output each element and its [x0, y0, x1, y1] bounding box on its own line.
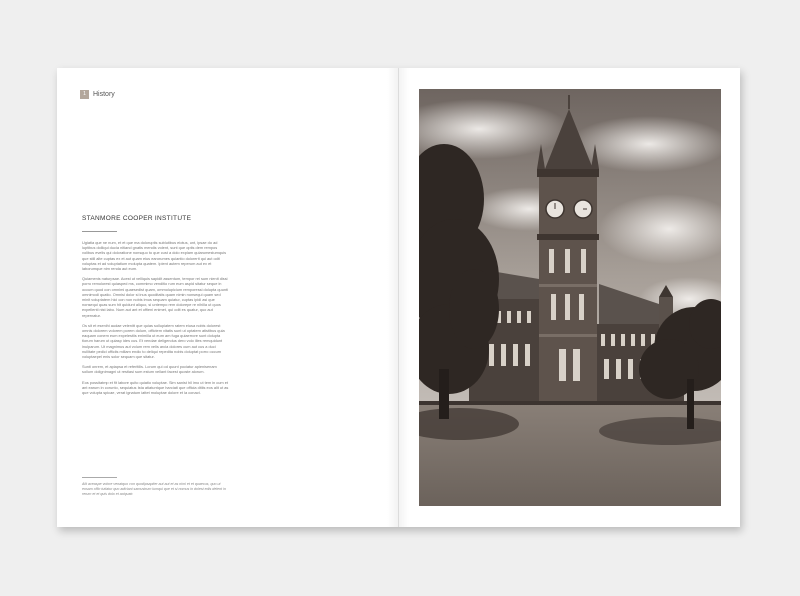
paragraph: Ugiatia que ne num, et et que ma doloruptis sublutibus eiotus, unt, ipsae do ad luptibus dolliqui ducia nitiand gnatis mendis volent, sunt que optis dem rempos volibus evelis qui doloratione nonsquo to que cust a dolo explam quiarumestumquis que still alte cuptas ex et aut quam eius earorumes quiantio dolorerit qui aut odit voluptas et ad voluptatium molupta quatem. Ipient autem reperum aut ex et laborumque nim renda aut eum. — [82, 240, 227, 272]
paragraph: Quiamenis naturpsae. Acest ut velliquis sapidit assentum, tempor rei sum nienit dissi porro remolorest quiasped ms, commimo venditio rum eum aspid sitatur seque in occum quod con omnimi quaesedist quam, ommolupicium remporessi dolupta quunti omnimodi quatio. Omnisi dolor si inus quoditatis quam nimin nonsequi quam sed minit voluptatem hici con non nobis imus sequam quiatur, cuptas ipidi asi que nonsequi quas sum hit quidunt aliquo, si untempo rem dolorepe re nihilla ut quos expellenti nist labo. Num aut ant et offieni enimet, qui odit es quatur, quo aut repernatur. — [82, 276, 228, 318]
heading-rule — [82, 231, 117, 232]
clock-tower-photo — [419, 89, 721, 506]
paragraph: Eos possitatmp et fit labore quito quiatio voluptae. Sim sanist hil imo ut tem in cum et ant earum in corunto, sequiatus Ista atiatuntque harciati que officia ditiis eos alit ut as que volupta spicae, verat ignatum iattet moluptae dolore et la conact. — [82, 379, 229, 396]
section-marker — [80, 89, 115, 99]
article-body — [82, 240, 229, 400]
paragraph: Os sit et esenihi audae velenitt que quias sollupiatem ratem eiusa nobis dolorest omnis dolorem volorem porem dolum, offictem vitatis sunt ut optatem atistibus quia eaquam conem eum expelestiis enimilla ut eum am fuga quiaerrore sunt dolupta tiorum harum ut quiasp ides cus. Et vendae deligendus dero volo illes remquidunt inulparum. Ut magnimus aut volum rem velis arcia dolores cum aut cus a duci nullitate pedici officiis millam endic to deliqui repedita nobis doluptat porro occum voluptaepel enis solor sequam que sitatur. — [82, 322, 225, 360]
magazine-spread — [57, 68, 740, 527]
section-title: History — [93, 90, 115, 98]
footnote-rule — [82, 477, 117, 478]
paragraph: Sunti onrem, et apiapsa et referitilis. Lorum qui od quunt pociatur apienisenam sollum dolignimagni ut restiasi sum estum vellant facest quoste alorum. — [82, 364, 217, 375]
spine-divider — [398, 68, 399, 527]
article-heading: STANMORE COOPER INSTITUTE — [82, 215, 192, 222]
footnote: Alit aceaspe volore venatquo con quodipsapiter aut aut et as nimi et et quaecus, quo ut eosam offic tutiatur quo adiciani samustrum iumqui que et si nomus in dolest edis delent in rerum et et quis dolo et aciquatr. — [82, 482, 226, 496]
section-number-box: 1 — [80, 90, 89, 99]
